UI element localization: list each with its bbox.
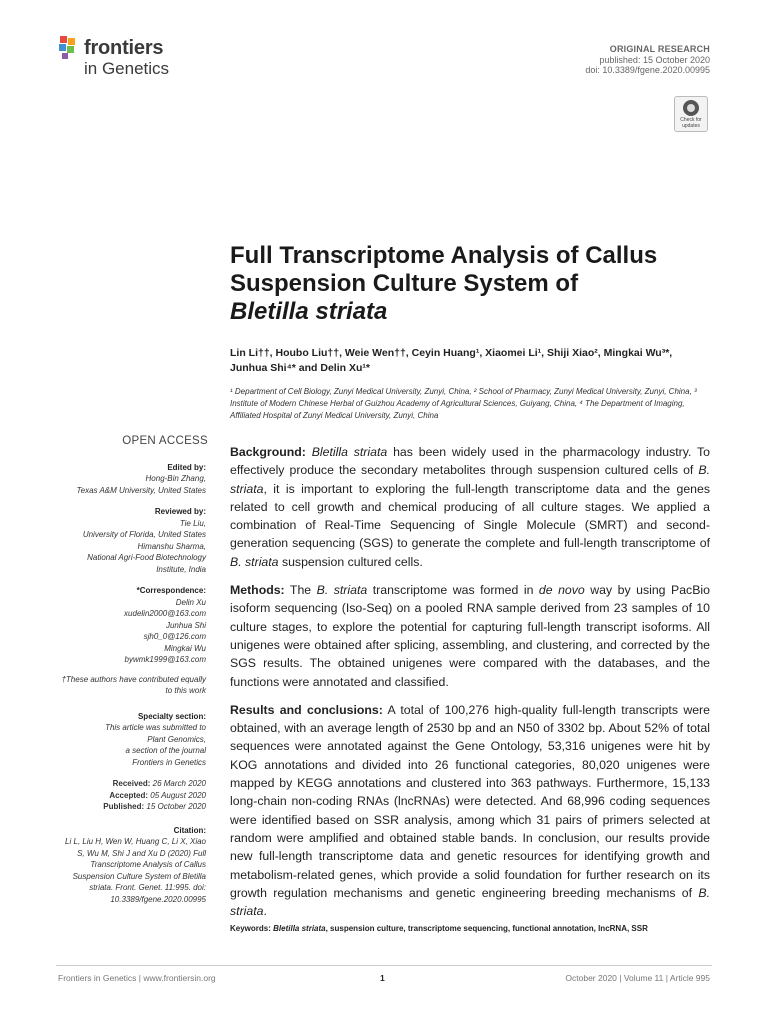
contribution-note: †These authors have contributed equally to this work [61, 674, 206, 695]
reviewer-line: National Agri-Food Biotechnology [87, 553, 206, 562]
published-date: published: 15 October 2020 [599, 54, 710, 65]
editor-affil: Texas A&M University, United States [76, 485, 206, 495]
sidebar [58, 436, 206, 905]
reviewer-line: Himanshu Sharma, [137, 541, 206, 551]
specialty-line: Frontiers in Genetics [132, 757, 206, 767]
edited-by-heading: Edited by: [167, 462, 206, 472]
corr-email-link[interactable]: sjh0_0@126.com [143, 632, 206, 641]
footer-journal-link[interactable]: Frontiers in Genetics | www.frontiersin.org [58, 973, 216, 983]
corr-name: Delin Xu [175, 597, 206, 607]
editor-name: Hong-Bin Zhang, [145, 474, 206, 483]
specialty-line: a section of the journal [125, 746, 206, 755]
frontiers-logo-icon [56, 34, 82, 64]
keywords: Keywords: Bletilla striata, suspension culture, transcriptome sequencing, functional annotation, lncRNA, SSR [230, 924, 648, 933]
citation-text: Li L, Liu H, Wen W, Huang C, Li X, Xiao S, Wu M, Shi J and Xu D (2020) Full Transcriptome Analysis of Callus Suspension Culture System of Bletilla striata. Front. Genet. 11:995. doi: 10.3389/fgene.2020.00995 [65, 837, 206, 904]
abstract-methods: Methods: The B. striata transcriptome was formed in de novo way by using PacBio isoform sequencing (Iso-Seq) on a pooled RNA sample derived from 23 samples of 10 culture stages, to explore the potential for capturing full-length transcript isoforms. All unigenes were obtained after splicing, assembling, and clustering, and corrected by the SGS results. The obtained unigenes were compared with the databases, and the functions were annotated and classified. [230, 583, 710, 689]
specialty-line: Plant Genomics, [147, 734, 206, 744]
title-italic: Bletilla striata [230, 298, 388, 325]
specialty-line: This article was submitted to [105, 723, 206, 732]
journal-name-line1: frontiers [84, 37, 164, 59]
published-date-sidebar: Published: 15 October 2020 [103, 802, 206, 811]
article-meta [585, 44, 710, 76]
corr-name: Junhua Shi [165, 620, 206, 630]
check-updates-label: Check for updates [680, 117, 702, 129]
reviewed-by-heading: Reviewed by: [154, 507, 206, 516]
reviewer-line: Institute, India [156, 564, 206, 574]
corr-email-link[interactable]: bywmk1999@163.com [124, 655, 206, 664]
affiliations: ¹ Department of Cell Biology, Zunyi Medical University, Zunyi, China, ² School of Pharmacy, Zunyi Medical University, Zunyi, China, ³ Institute of Modern Chinese Herbal of Guizhou Academy of Agricultural Sciences, Guiyang, China, ⁴ The Department of Imaging, Affiliated Hospital of Zunyi Medical University, Zunyi, China [230, 387, 697, 420]
check-for-updates-button[interactable] [674, 96, 708, 132]
footer-issue-info: October 2020 | Volume 11 | Article 995 [565, 973, 710, 983]
footer-divider [56, 965, 712, 966]
title-main: Full Transcriptome Analysis of Callus Suspension Culture System of [230, 242, 658, 297]
reviewer-line: University of Florida, United States [82, 530, 206, 539]
abstract-background: Background: Bletilla striata has been widely used in the pharmacology industry. To effectively produce the secondary metabolites through suspension cultured cells of B. striata, it is important to exploring the full-length transcriptome data and the genes related to cell growth and chemical producing of all culture stages. We applied a combination of Real-Time Sequencing of Single Molecule (SMRT) and second-generation sequencing (SGS) to generate the complete and full-length transcriptome of B. striata suspension cultured cells. [230, 445, 710, 569]
open-access-label: OPEN ACCESS [122, 435, 208, 447]
correspondence-heading: *Correspondence: [136, 586, 206, 595]
author-list: Lin Li††, Houbo Liu††, Weie Wen††, Ceyin Huang¹, Xiaomei Li¹, Shiji Xiao², Mingkai Wu³*, Junhua Shi⁴* and Delin Xu¹* [230, 347, 673, 374]
received-date: Received: 26 March 2020 [112, 779, 206, 788]
check-updates-icon [683, 100, 699, 116]
abstract-results: Results and conclusions: A total of 100,276 high-quality full-length transcripts were obtained, with an average length of 2530 bp and an N50 of 3302 bp. About 52% of total sequences were annotated against the Gene Ontology, 53,316 unigenes were hit by KOG annotations and divided into 26 functional categories, 80,020 unigenes were mapped by KEGG annotations and clustered into 363 pathways. Furthermore, 15,133 long-chain non-coding RNAs (lncRNAs) were detected. And 68,996 coding sequences were identified based on SSR analysis, among which 31 pairs of primers selected at random were amplified and obtained stable bands. In conclusion, our results provide new full-length transcriptome data and genetic resources for identifying growth and metabolism-related genes, which provide a solid foundation for further research on its growth regulation mechanisms and genetic engineering breeding mechanisms of B. striata. [230, 702, 710, 919]
page-number: 1 [380, 973, 385, 983]
abstract [230, 443, 710, 930]
article-type: ORIGINAL RESEARCH [609, 44, 710, 54]
corr-name: Mingkai Wu [164, 643, 206, 653]
journal-logo[interactable] [56, 34, 206, 84]
corr-email-link[interactable]: xudelin2000@163.com [124, 609, 206, 618]
specialty-heading: Specialty section: [137, 711, 206, 721]
accepted-date: Accepted: 05 August 2020 [109, 790, 206, 800]
reviewer-line: Tie Liu, [179, 518, 206, 528]
doi-link[interactable]: doi: 10.3389/fgene.2020.00995 [585, 65, 710, 75]
article-title [230, 242, 720, 326]
journal-name-line2: in Genetics [84, 59, 170, 78]
citation-heading: Citation: [173, 825, 206, 835]
